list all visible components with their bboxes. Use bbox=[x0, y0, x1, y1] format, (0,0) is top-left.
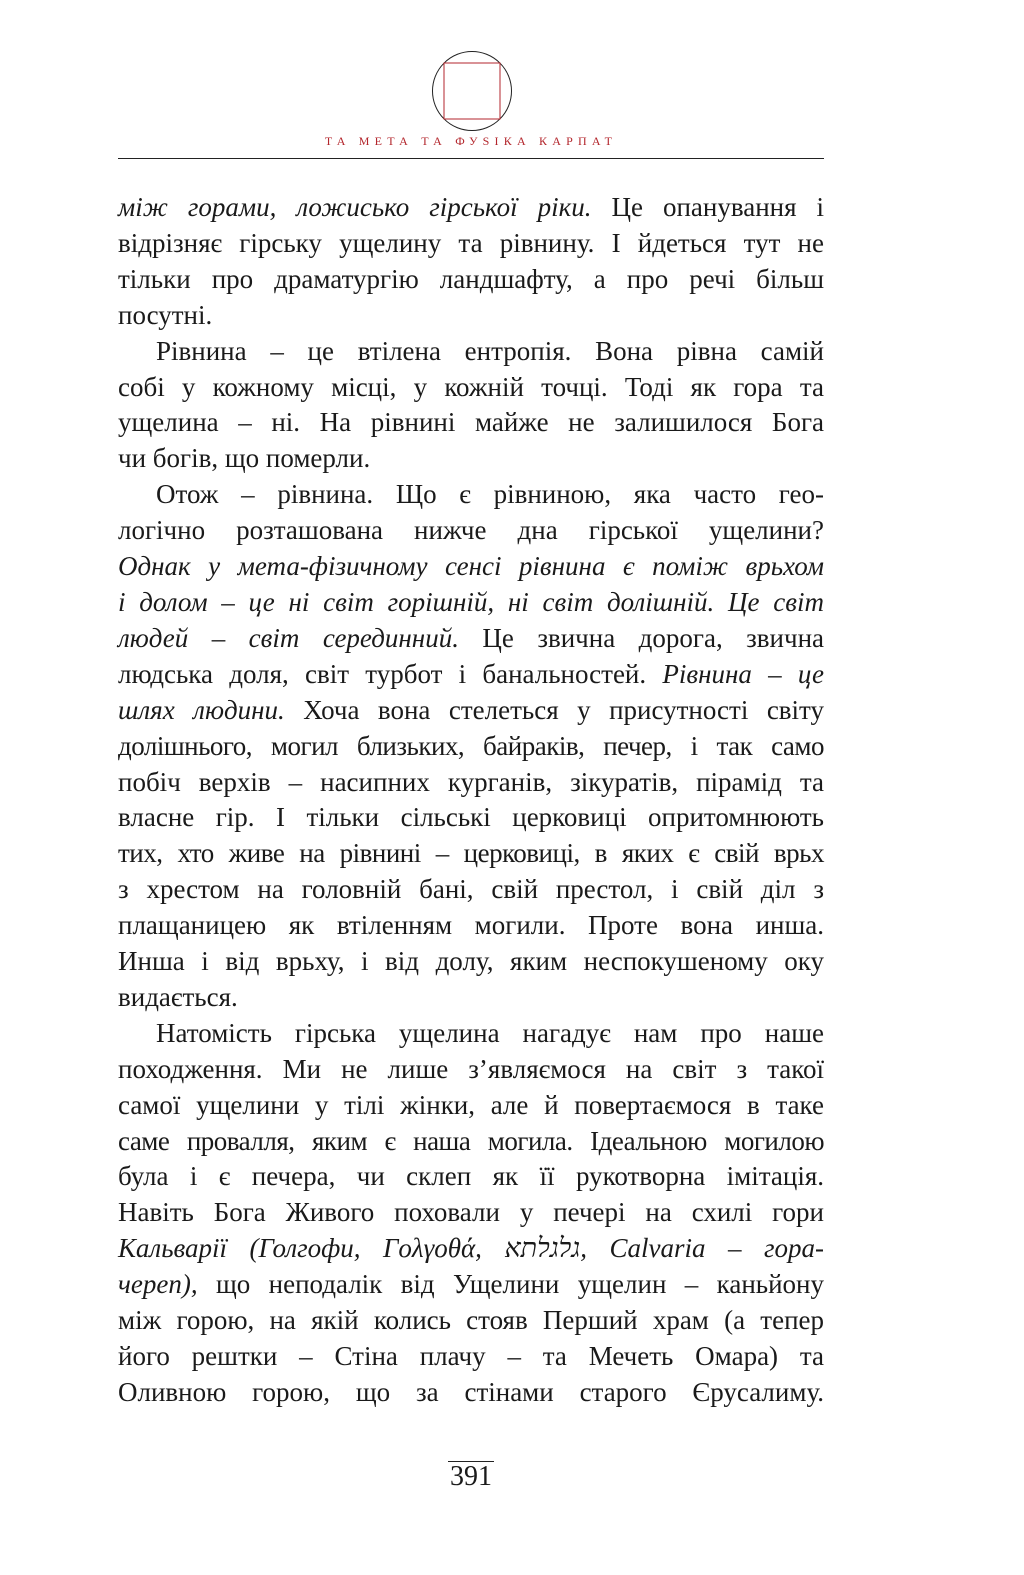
text-line: побіч верхів – насипних курганів, зікуратів, пірамід та bbox=[118, 766, 824, 797]
text-line: між горою, на якій колись стояв Перший храм (а тепер bbox=[118, 1305, 824, 1336]
page-number bbox=[0, 1461, 942, 1492]
text-line: ущелина – ні. На рівнині майже не залишилося Бога bbox=[118, 407, 824, 438]
text-line: Навіть Бога Живого поховали у печері на схилі гори bbox=[118, 1197, 824, 1228]
text-line: долішнього, могил близьких, байраків, печер, і так само bbox=[118, 730, 824, 761]
text-line: самої ущелини у тілі жінки, але й повертаємося в таке bbox=[118, 1089, 824, 1120]
running-title: ТА МЕТА ТА ФУЅІКА КАРПАТ bbox=[324, 134, 618, 148]
text-line bbox=[118, 1267, 824, 1303]
text-line: посутні. bbox=[118, 299, 213, 330]
circle-square-emblem-icon bbox=[431, 50, 513, 132]
text-line: плащаницею як втіленням могили. Проте вона инша. bbox=[118, 910, 824, 941]
text-line bbox=[118, 693, 824, 729]
text-line: Отож – рівнина. Що є рівниною, яка часто гео- bbox=[156, 479, 824, 510]
text-line: походження. Ми не лише з’являємося на світ з такої bbox=[118, 1053, 824, 1084]
text-line: Оливною горою, що за стінами старого Єрусалиму. bbox=[118, 1376, 824, 1407]
text-line: чи богів, що померли. bbox=[118, 443, 371, 474]
text-line: власне гір. І тільки сільські церковиці опритомнюють bbox=[118, 802, 824, 833]
text-line: відрізняє гірську ущелину та рівнину. І йдеться тут не bbox=[118, 227, 824, 258]
text-line: видається. bbox=[118, 981, 238, 1012]
italic-phrase: Рівнина – це bbox=[662, 658, 824, 689]
page-number-value: 391 bbox=[450, 1461, 492, 1492]
paragraph-4 bbox=[118, 1016, 824, 1411]
italic-phrase: Кальварії (Голгофи, Γολγοθά, גלגלתא, Calvaria – гора- bbox=[118, 1233, 824, 1264]
page-body bbox=[118, 190, 824, 1411]
text-line bbox=[118, 621, 824, 657]
text-line: тільки про драматургію ландшафту, а про речі більш bbox=[118, 263, 824, 294]
paragraph-3 bbox=[118, 477, 824, 1016]
header-rule bbox=[118, 158, 824, 159]
text-span: Це опанування і bbox=[591, 192, 824, 222]
text-line bbox=[118, 190, 824, 226]
text-span: що неподалік від Ущелини ущелин – каньйону bbox=[197, 1269, 824, 1300]
text-line bbox=[118, 657, 824, 693]
text-line: Рівнина – це втілена ентропія. Вона рівна самій bbox=[156, 335, 824, 366]
italic-phrase: між горами, ложисько гірської ріки. bbox=[118, 192, 592, 222]
text-line: з хрестом на головній бані, свій престол, і свій діл з bbox=[118, 874, 824, 905]
text-span: Це звична дорога, звична bbox=[458, 622, 825, 653]
text-line: Инша і від врьху, і від долу, яким неспокушеному оку bbox=[118, 946, 824, 977]
italic-phrase: шлях людини. bbox=[118, 694, 285, 725]
text-line: собі у кожному місці, у кожній точці. Тоді як гора та bbox=[118, 371, 824, 402]
paragraph-2 bbox=[118, 334, 824, 478]
text-line: його рештки – Стіна плачу – та Мечеть Омара) та bbox=[118, 1341, 824, 1371]
text-line bbox=[118, 549, 824, 585]
text-line: саме провалля, яким є наша могила. Ідеальною могилою bbox=[118, 1125, 824, 1156]
text-line bbox=[118, 1231, 824, 1267]
italic-phrase: череп), bbox=[118, 1269, 198, 1300]
text-line: логічно розташована нижче дна гірської ущелини? bbox=[118, 515, 824, 546]
text-line: Натомість гірська ущелина нагадує нам про наше bbox=[156, 1017, 824, 1048]
text-line: була і є печера, чи склеп як її рукотворна імітація. bbox=[118, 1161, 824, 1192]
text-span: Хоча вона стелеться у присутності світу bbox=[284, 694, 824, 725]
text-line: тих, хто живе на рівнині – церковиці, в яких є свій врьх bbox=[118, 838, 824, 869]
italic-phrase: і долом – це ні світ горішній, ні світ долішній. Це світ bbox=[118, 586, 824, 617]
italic-phrase: Однак у мета-фізичному сенсі рівнина є поміж врьхом bbox=[118, 551, 824, 582]
text-span: людська доля, світ турбот і банальностей. bbox=[118, 658, 663, 689]
paragraph-1 bbox=[118, 190, 824, 334]
italic-phrase: людей – світ серединний. bbox=[118, 622, 459, 653]
text-line bbox=[118, 585, 824, 621]
